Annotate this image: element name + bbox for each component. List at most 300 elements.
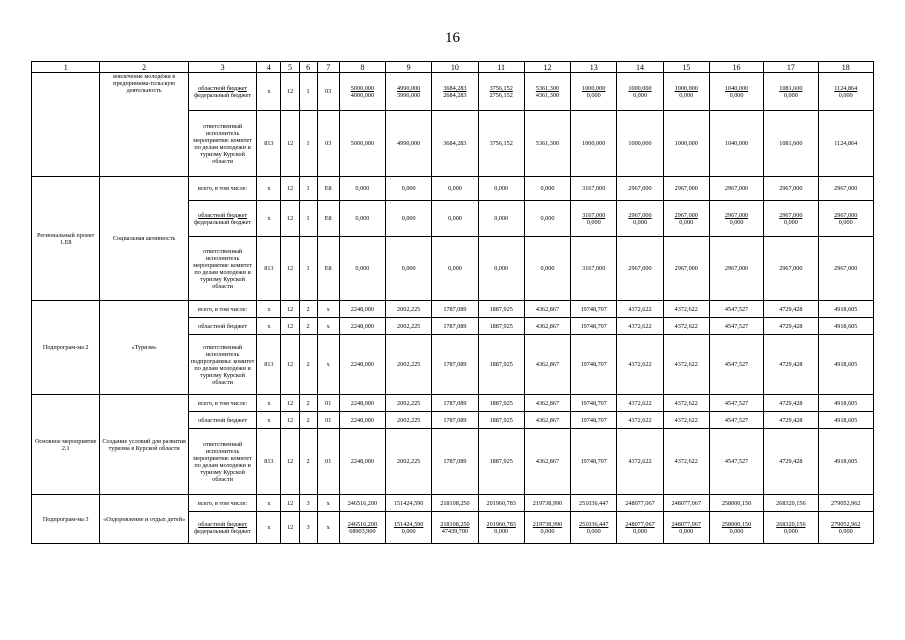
code-cell-c6: 3 [299,495,317,512]
value-federal: 0,000 [838,527,853,535]
value-regional: 5000,000 [350,84,374,92]
code-cell-c7: х [317,318,339,335]
value-cell: 0,000 [386,201,432,237]
value-regional: 201960,783 [486,520,516,528]
table-row [32,495,874,512]
value-cell [571,512,617,544]
value-regional: 151424,590 [393,520,424,528]
row-label: всего, в том числе: [188,301,256,318]
value-regional: 3167,000 [582,211,606,219]
value-cell: 4362,867 [524,395,570,412]
value-cell: 4547,527 [709,318,763,335]
program-name: Подпрограм-ма 3 [32,495,100,544]
value-regional: 219738,990 [532,520,563,528]
value-cell: 4547,527 [709,429,763,495]
value-cell [663,201,709,237]
value-cell [571,73,617,111]
value-cell: 4372,622 [617,395,663,412]
budget-federal-label: федеральный бюджет [194,218,252,226]
value-regional: 3684,283 [443,84,467,92]
value-cell: 1040,000 [709,111,763,177]
code-cell-c5: 12 [281,111,299,177]
code-cell-c7: х [317,335,339,395]
code-cell-c6: 1 [299,111,317,177]
value-regional: 2967,000 [779,211,803,219]
column-number: 6 [299,62,317,73]
value-federal: 0,000 [838,218,853,226]
program-name: Основное мероприятие 2.1 [32,395,100,495]
value-cell: 2967,000 [818,237,874,301]
code-cell-c6: 1 [299,201,317,237]
program-name: Подпрограм-ма 2 [32,301,100,395]
value-federal: 0,000 [586,218,601,226]
code-cell-c4: х [257,412,281,429]
value-cell: 4918,605 [818,429,874,495]
value-cell [818,73,874,111]
row-label: областной бюджет [188,318,256,335]
value-regional: 268320,156 [776,520,806,528]
value-cell: 268320,156 [764,495,818,512]
value-cell: 4372,622 [617,412,663,429]
value-regional: 248077,067 [671,520,701,528]
budget-source-cell [188,201,256,237]
value-cell [764,73,818,111]
value-cell: 0,000 [524,177,570,201]
code-cell-c4: х [257,177,281,201]
code-cell-c5: 12 [281,201,299,237]
code-cell-c5: 12 [281,301,299,318]
value-federal: 0,000 [540,527,555,535]
column-number: 7 [317,62,339,73]
value-cell: 0,000 [524,237,570,301]
value-cell: 4372,622 [617,429,663,495]
value-cell: 4362,867 [524,318,570,335]
code-cell-c7: х [317,495,339,512]
value-regional: 246516,200 [347,520,378,528]
value-cell: 201960,783 [478,495,524,512]
value-cell: 4547,527 [709,412,763,429]
value-cell: 258000,150 [709,495,763,512]
column-number: 10 [432,62,478,73]
table-row [32,73,874,111]
value-cell: 2002,225 [386,412,432,429]
value-regional: 218108,250 [440,520,470,528]
code-cell-c5: 12 [281,412,299,429]
value-federal: 0,000 [783,91,798,99]
value-cell [663,512,709,544]
value-regional: 2967,000 [628,211,652,219]
code-cell-c4: х [257,495,281,512]
value-cell [339,512,385,544]
code-cell-c7: 01 [317,412,339,429]
value-cell: 2002,225 [386,318,432,335]
column-number: 2 [100,62,189,73]
page-number: 16 [445,30,460,46]
value-cell: 1000,000 [663,111,709,177]
executor-cell: ответственный исполнитель мероприятия: комитет по делам молодежи и туризму Курской области [188,429,256,495]
value-cell [709,201,763,237]
value-cell [709,512,763,544]
column-number: 11 [478,62,524,73]
value-federal: 2684,283 [443,91,467,99]
code-cell-c5: 12 [281,395,299,412]
value-federal: 0,000 [729,527,744,535]
value-cell: 4372,622 [663,335,709,395]
value-cell: 2967,000 [663,177,709,201]
value-cell: 0,000 [339,237,385,301]
value-cell: 1787,089 [432,318,478,335]
code-cell-c7: 03 [317,111,339,177]
column-number: 5 [281,62,299,73]
code-cell-c7: 03 [317,73,339,111]
value-cell: 248077,067 [663,495,709,512]
value-cell: 2967,000 [764,237,818,301]
value-cell: 4362,867 [524,301,570,318]
header-row [32,62,874,73]
code-cell-c7: х [317,512,339,544]
executor-cell: ответственный исполнитель мероприятия: комитет по делам молодежи и туризму Курской области [188,111,256,177]
value-regional: 251036,447 [579,520,609,528]
value-cell: 1787,089 [432,412,478,429]
row-label: всего, в том числе: [188,395,256,412]
value-cell [663,73,709,111]
value-cell: 2002,225 [386,429,432,495]
table-row [32,177,874,201]
value-cell [432,73,478,111]
value-cell: 4372,622 [663,412,709,429]
value-cell: 2967,000 [709,177,763,201]
code-cell-c7: Е8 [317,201,339,237]
value-cell: 5000,000 [339,111,385,177]
value-regional: 2967,000 [674,211,698,219]
value-cell [386,73,432,111]
budget-source-cell [188,73,256,111]
value-cell [617,512,663,544]
code-cell-c6: 2 [299,318,317,335]
value-cell: 2248,000 [339,429,385,495]
code-cell-c7: Е8 [317,177,339,201]
value-cell: 2248,000 [339,395,385,412]
row-label: всего, в том числе: [188,177,256,201]
executor-cell: ответственный исполнитель мероприятия: комитет по делам молодежи и туризму Курской области [188,237,256,301]
value-cell: 218108,250 [432,495,478,512]
value-cell [764,512,818,544]
value-federal: 0,000 [633,527,647,535]
code-cell-c5: 12 [281,512,299,544]
value-federal: 2756,152 [489,91,513,99]
code-cell-c4: х [257,201,281,237]
value-regional: 3756,152 [489,84,513,92]
value-cell: 4729,428 [764,301,818,318]
value-federal: 0,000 [729,91,744,99]
value-regional: 1000,000 [674,84,698,92]
column-number: 1 [32,62,100,73]
value-cell: 1124,864 [818,111,874,177]
code-cell-c6: 1 [299,177,317,201]
row-label: всего, в том числе: [188,495,256,512]
value-cell: 4372,622 [663,318,709,335]
value-cell: 0,000 [524,201,570,237]
value-cell: 0,000 [386,177,432,201]
value-cell: 4990,000 [386,111,432,177]
value-cell [386,512,432,544]
budget-source-cell [188,512,256,544]
value-cell: 1081,600 [764,111,818,177]
value-regional: 2967,000 [834,211,858,219]
value-cell: 1000,000 [571,111,617,177]
value-federal: 0,000 [679,91,694,99]
value-regional: 279052,962 [831,520,861,528]
value-federal: 4000,000 [350,91,374,99]
value-federal: 3990,000 [397,91,421,99]
value-cell [764,201,818,237]
code-cell-c6: 2 [299,395,317,412]
program-title: Создание условий для развития туризма в Курской области [100,395,189,495]
value-federal: 47439,700 [441,527,469,535]
value-cell: 2002,225 [386,301,432,318]
column-number: 13 [571,62,617,73]
value-federal: 0,000 [586,91,601,99]
code-cell-c7: Е8 [317,237,339,301]
value-cell: 0,000 [339,201,385,237]
value-cell: 4362,867 [524,412,570,429]
column-number: 4 [257,62,281,73]
table-row [32,395,874,412]
value-cell: 0,000 [339,177,385,201]
code-cell-c4: 813 [257,237,281,301]
code-cell-c5: 12 [281,318,299,335]
value-federal: 0,000 [401,527,416,535]
value-federal: 0,000 [586,527,601,535]
value-cell [617,73,663,111]
code-cell-c4: 813 [257,111,281,177]
code-cell-c6: 2 [299,412,317,429]
value-cell: 2967,000 [617,237,663,301]
value-federal: 0,000 [838,91,853,99]
value-cell: 4372,622 [663,429,709,495]
code-cell-c6: 1 [299,237,317,301]
value-cell: 4362,867 [524,429,570,495]
code-cell-c5: 12 [281,335,299,395]
value-cell: 1887,925 [478,429,524,495]
code-cell-c4: х [257,395,281,412]
value-regional: 1124,864 [834,84,858,92]
value-cell: 1887,925 [478,395,524,412]
value-federal: 0,000 [679,527,694,535]
program-title: «Оздоровление и отдых детей» [100,495,189,544]
code-cell-c6: 1 [299,73,317,111]
value-cell: 4918,605 [818,335,874,395]
budget-federal-label: федеральный бюджет [194,91,252,99]
value-cell [432,512,478,544]
value-cell [818,512,874,544]
value-cell: 0,000 [478,201,524,237]
code-cell-c6: 2 [299,335,317,395]
value-cell: 246516,200 [339,495,385,512]
value-cell: 4729,428 [764,335,818,395]
program-title: вовлечение молодёжи в предпринима-тельскую деятельность [100,73,189,177]
code-cell-c4: 813 [257,429,281,495]
value-cell: 1787,089 [432,301,478,318]
value-cell: 2967,000 [709,237,763,301]
value-cell: 19748,707 [571,318,617,335]
value-regional: 1040,000 [724,84,749,92]
value-cell: 2002,225 [386,335,432,395]
code-cell-c5: 12 [281,429,299,495]
value-federal: 68903,900 [349,527,376,535]
value-cell: 4729,428 [764,429,818,495]
value-cell: 4918,605 [818,301,874,318]
value-cell: 19748,707 [571,335,617,395]
value-cell [818,201,874,237]
value-cell: 4547,527 [709,301,763,318]
value-cell: 2967,000 [663,237,709,301]
value-cell: 219738,990 [524,495,570,512]
value-cell: 2248,000 [339,301,385,318]
value-cell: 1787,089 [432,429,478,495]
code-cell-c7: х [317,301,339,318]
program-name [32,73,100,177]
value-federal: 4361,300 [535,91,560,99]
code-cell-c4: х [257,512,281,544]
value-cell: 0,000 [386,237,432,301]
value-cell: 19748,707 [571,412,617,429]
value-cell: 279052,962 [818,495,874,512]
value-cell: 2248,000 [339,335,385,395]
column-number: 12 [524,62,570,73]
value-cell: 19748,707 [571,395,617,412]
value-cell: 4372,622 [617,318,663,335]
value-cell: 251036,447 [571,495,617,512]
value-cell: 4372,622 [663,301,709,318]
value-cell: 2248,000 [339,412,385,429]
value-cell: 151424,590 [386,495,432,512]
value-cell: 0,000 [478,177,524,201]
value-cell: 1000,000 [617,111,663,177]
code-cell-c5: 12 [281,73,299,111]
budget-regional-label: областной бюджет [198,520,248,528]
value-cell: 0,000 [432,237,478,301]
value-cell: 248077,067 [617,495,663,512]
value-cell: 4918,605 [818,318,874,335]
value-cell: 1887,925 [478,412,524,429]
value-federal: 0,000 [783,218,798,226]
value-regional: 1000,000 [582,84,606,92]
budget-regional-label: областной бюджет [198,211,248,219]
value-cell: 1787,089 [432,395,478,412]
value-cell: 5361,300 [524,111,570,177]
value-cell: 3167,000 [571,177,617,201]
code-cell-c4: х [257,73,281,111]
column-number: 17 [764,62,818,73]
value-federal: 0,000 [633,218,647,226]
code-cell-c7: 01 [317,429,339,495]
value-cell [571,201,617,237]
program-title: Социальная активность [100,177,189,301]
value-regional: 1000,000 [628,84,652,92]
value-cell: 4372,622 [663,395,709,412]
program-name: Региональный проект 1.Е8 [32,177,100,301]
value-regional: 4990,000 [397,84,421,92]
code-cell-c4: х [257,318,281,335]
value-federal: 0,000 [783,527,798,535]
value-cell: 0,000 [478,237,524,301]
value-cell: 2248,000 [339,318,385,335]
value-cell: 2967,000 [617,177,663,201]
value-cell: 0,000 [432,177,478,201]
value-cell: 1887,925 [478,335,524,395]
value-cell: 3684,283 [432,111,478,177]
value-cell: 4729,428 [764,395,818,412]
value-federal: 0,000 [679,218,694,226]
value-cell [478,512,524,544]
value-regional: 258000,150 [721,520,752,528]
value-cell: 4918,605 [818,395,874,412]
code-cell-c7: 01 [317,395,339,412]
value-cell: 4547,527 [709,335,763,395]
value-cell [524,73,570,111]
value-cell [709,73,763,111]
code-cell-c5: 12 [281,177,299,201]
value-cell: 2967,000 [818,177,874,201]
code-cell-c6: 3 [299,512,317,544]
value-cell: 4918,605 [818,412,874,429]
value-regional: 1081,600 [779,84,803,92]
value-cell: 1887,925 [478,318,524,335]
budget-regional-label: областной бюджет [198,84,248,92]
value-cell [524,512,570,544]
value-cell: 19748,707 [571,429,617,495]
column-number: 3 [188,62,256,73]
code-cell-c4: 813 [257,335,281,395]
value-regional: 248077,067 [625,520,655,528]
value-cell: 2967,000 [764,177,818,201]
value-cell: 0,000 [432,201,478,237]
column-number: 14 [617,62,663,73]
value-cell: 1787,089 [432,335,478,395]
program-title: «Туризм» [100,301,189,395]
value-cell [478,73,524,111]
value-cell: 19748,707 [571,301,617,318]
value-federal: 0,000 [494,527,509,535]
value-federal: 0,000 [633,91,647,99]
value-cell: 4729,428 [764,412,818,429]
value-cell: 4729,428 [764,318,818,335]
column-number: 16 [709,62,763,73]
value-cell: 3756,152 [478,111,524,177]
code-cell-c6: 2 [299,429,317,495]
executor-cell: ответственный исполнитель подпрограммы: комитет по делам молодежи и туризму Курской области [188,335,256,395]
budget-table [31,61,874,544]
value-cell: 2002,225 [386,395,432,412]
code-cell-c4: х [257,301,281,318]
row-label: областной бюджет [188,412,256,429]
column-number: 9 [386,62,432,73]
value-cell: 4372,622 [617,335,663,395]
column-number: 18 [818,62,874,73]
value-cell: 4362,867 [524,335,570,395]
value-cell: 1887,925 [478,301,524,318]
code-cell-c5: 12 [281,495,299,512]
table-row [32,301,874,318]
column-number: 8 [339,62,385,73]
code-cell-c6: 2 [299,301,317,318]
value-cell: 4372,622 [617,301,663,318]
value-cell [339,73,385,111]
value-cell: 3167,000 [571,237,617,301]
value-cell [617,201,663,237]
value-federal: 0,000 [729,218,744,226]
